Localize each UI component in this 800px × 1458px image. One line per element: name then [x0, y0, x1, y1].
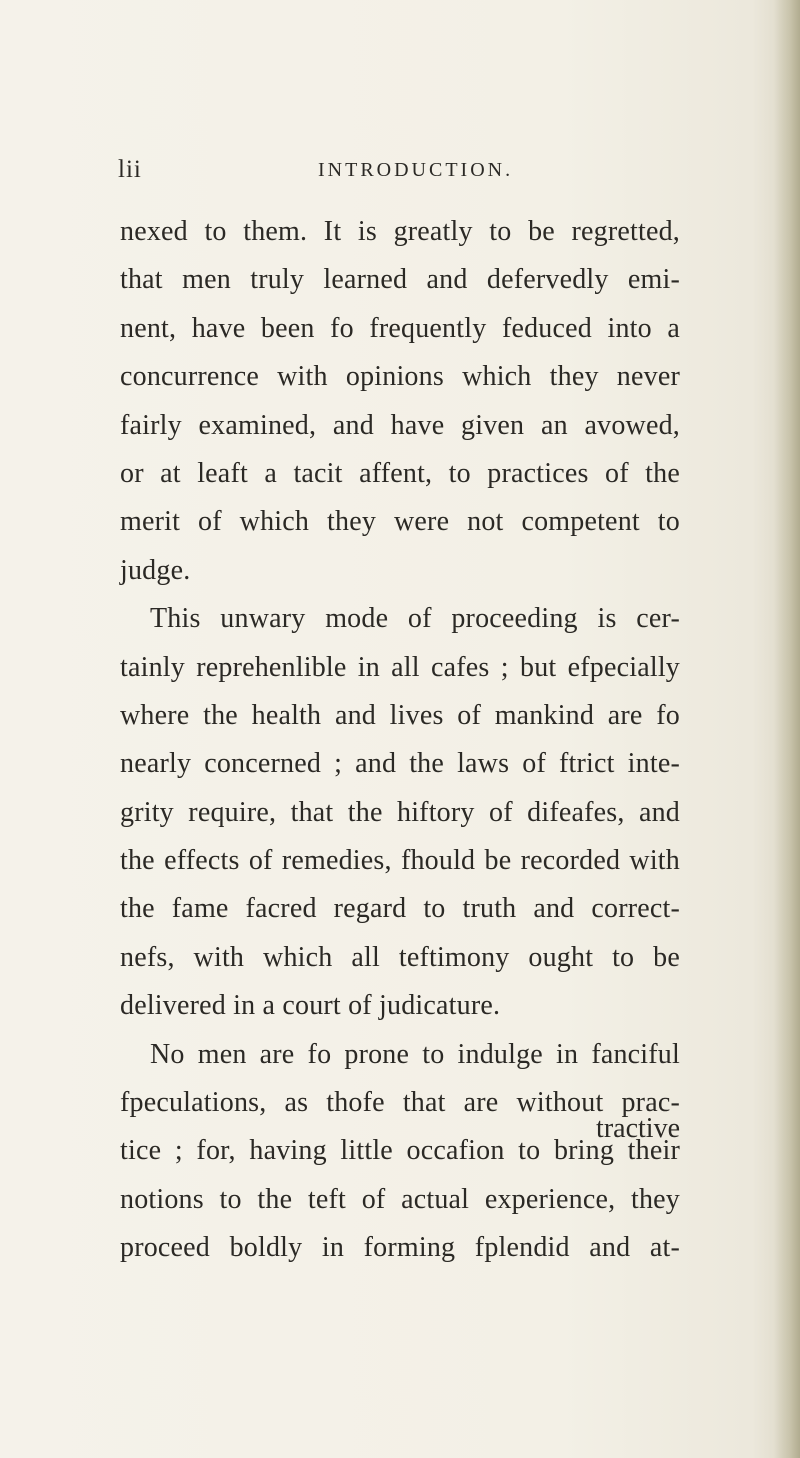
text-line: or at leaft a tacit affent, to practices of the: [120, 457, 680, 489]
text-line: proceed boldly in forming fplendid and at-: [120, 1232, 680, 1264]
text-line: that men truly learned and defervedly emi-: [120, 264, 680, 296]
text-line: fpeculations, as thofe that are without prac-: [120, 1087, 680, 1119]
text-line: grity require, that the hiftory of difeafes, and: [120, 796, 680, 828]
text-line: judge.: [120, 554, 191, 586]
text-line: where the health and lives of mankind are fo: [120, 699, 680, 731]
text-line: fairly examined, and have given an avowed,: [120, 409, 680, 441]
text-line: notions to the teft of actual experience, they: [120, 1183, 680, 1215]
text-line: nefs, with which all teftimony ought to be: [120, 941, 680, 973]
paragraph-start-line: No men are fo prone to indulge in fanciful: [150, 1038, 680, 1070]
page-edge-shadow: [774, 0, 800, 1458]
text-line: the effects of remedies, fhould be recorded with: [120, 845, 680, 877]
text-line: delivered in a court of judicature.: [120, 990, 501, 1022]
paragraph-start-line: This unwary mode of proceeding is cer-: [150, 603, 680, 635]
catchword: tractive: [596, 1113, 680, 1144]
text-line: the fame facred regard to truth and correct-: [120, 893, 680, 925]
text-line: nent, have been fo frequently feduced into a: [120, 312, 680, 344]
text-line: concurrence with opinions which they never: [120, 361, 680, 393]
text-line: tainly reprehenlible in all cafes ; but efpecially: [120, 651, 680, 683]
running-head: INTRODUCTION.: [318, 159, 514, 181]
page-header: [118, 150, 678, 190]
page-number: lii: [118, 156, 142, 183]
text-line: merit of which they were not competent to: [120, 506, 680, 538]
text-line: nexed to them. It is greatly to be regretted,: [120, 216, 680, 247]
text-line: tice ; for, having little occafion to bring their: [120, 1135, 680, 1167]
text-line: nearly concerned ; and the laws of ftrict inte-: [120, 748, 680, 780]
